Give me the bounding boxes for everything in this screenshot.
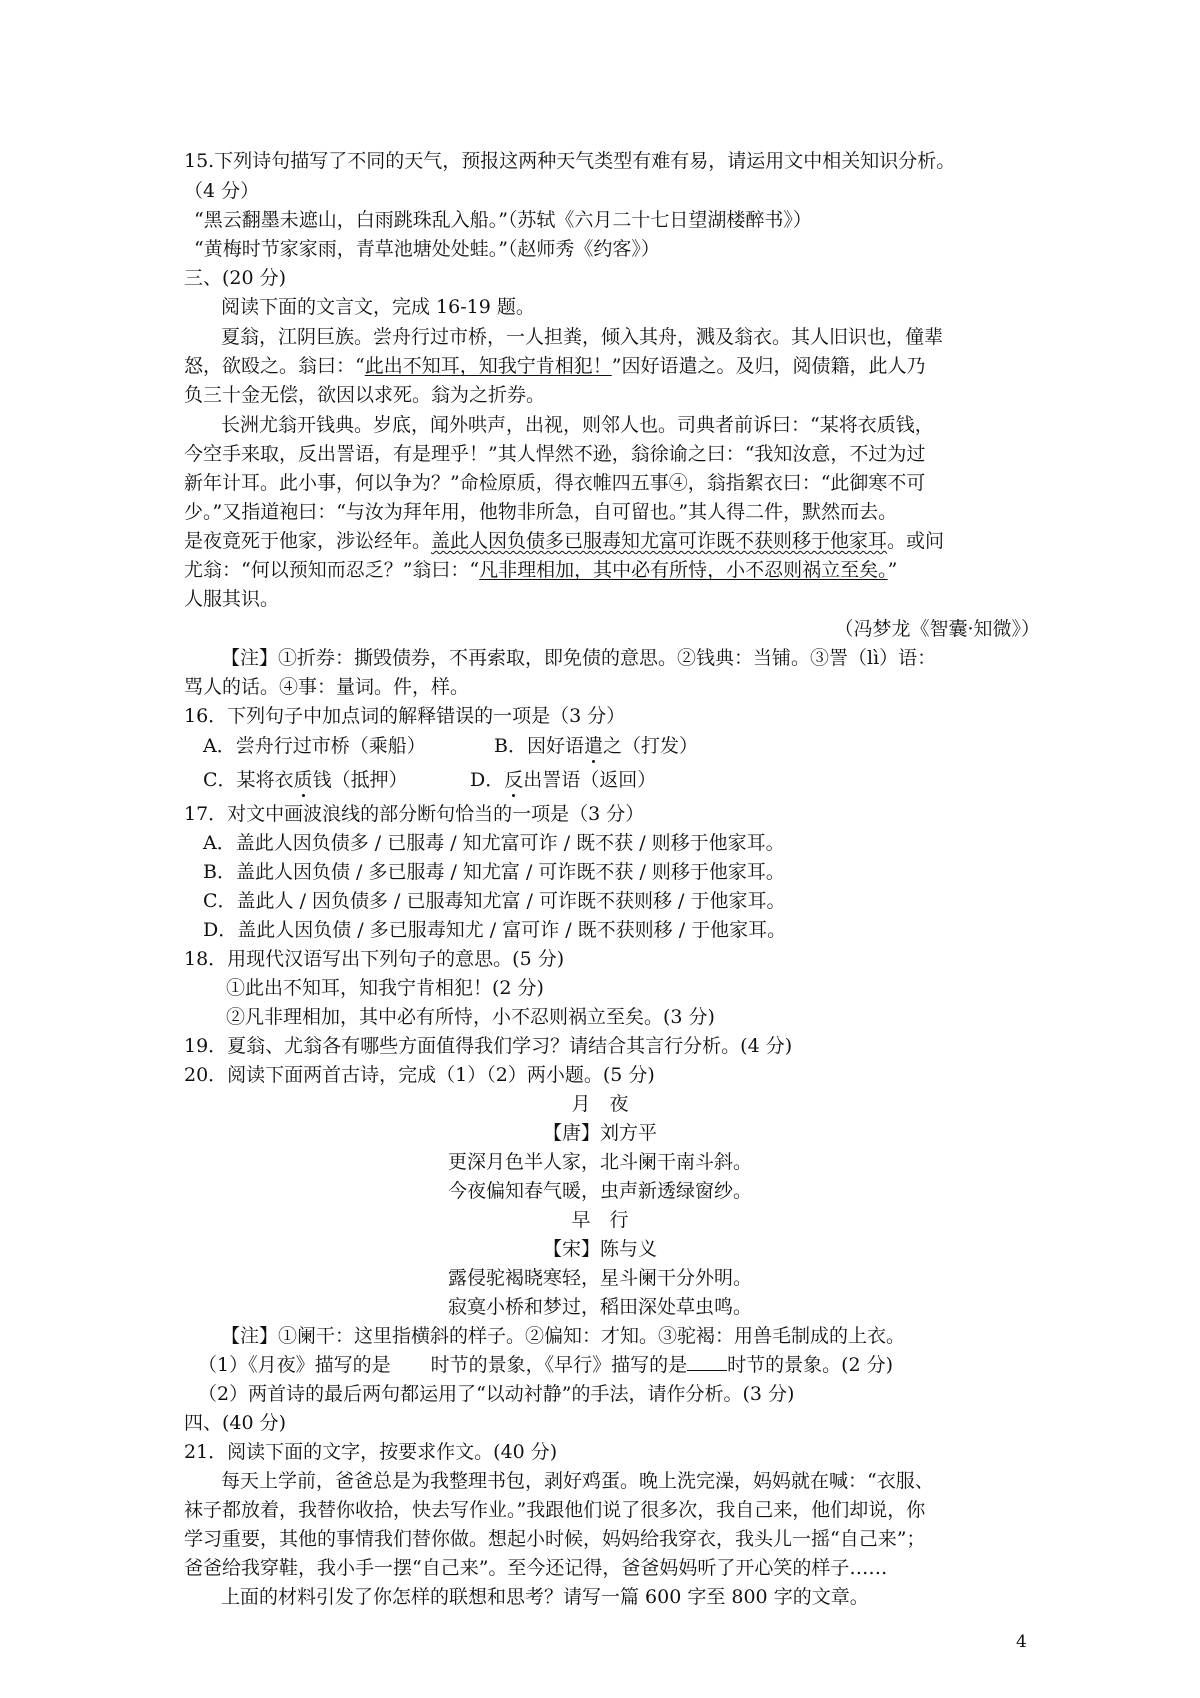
q16-option-d: D．反出詈语（返回）: [470, 769, 657, 791]
q18-item1: ①此出不知耳，知我宁肯相犯！(2 分): [226, 977, 544, 999]
passage-source: （冯梦龙《智囊·知微》）: [834, 618, 1040, 640]
page-number: 4: [1016, 1632, 1027, 1652]
passage-p1-line1: 夏翁，江阴巨族。尝舟行过市桥，一人担粪，倾入其舟，溅及翁衣。其人旧识也，僮辈: [221, 326, 944, 348]
q16-option-c: C．某将衣质钱（抵押）: [203, 769, 408, 791]
underlined-sentence-2: 凡非理相加，其中必有所恃，小不忍则祸立至矣。: [479, 559, 888, 581]
q17-option-d: D．盖此人因负债 / 多已服毒知尤 / 富可诈 / 既不获则移 / 于他家耳。: [203, 919, 787, 941]
q15-line2: （4 分）: [184, 180, 260, 202]
answer-blank-2[interactable]: [687, 1352, 727, 1371]
q15-line1: 15.下列诗句描写了不同的天气，预报这两种天气类型有难有易，请运用文中相关知识分析。: [184, 150, 956, 172]
q21-material-line4: 爸爸给我穿鞋，我小手一摆“自己来”。至今还记得，爸爸妈妈听了开心笑的样子……: [184, 1557, 888, 1579]
section3-instruction: 阅读下面的文言文，完成 16-19 题。: [221, 296, 535, 318]
passage-p1-line3: 负三十金无偿，欲因以求死。翁为之折券。: [184, 384, 546, 406]
poem2-line1: 露侵驼褐晓寒轻，星斗阑干分外明。: [447, 1267, 752, 1289]
poem1-line2: 今夜偏知春气暖，虫声新透绿窗纱。: [447, 1180, 752, 1202]
passage-p2-line1: 长洲尤翁开钱典。岁底，闻外哄声，出视，则邻人也。司典者前诉曰：“某将衣质钱，: [221, 414, 934, 436]
q19-stem: 19．夏翁、尤翁各有哪些方面值得我们学习？请结合其言行分析。(4 分): [184, 1035, 793, 1057]
section3-heading: 三、(20 分): [184, 267, 287, 289]
q20-note: 【注】①阑干：这里指横斜的样子。②偏知：才知。③驼褐：用兽毛制成的上衣。: [221, 1325, 906, 1347]
passage-p2-line2: 今空手来取，反出詈语，有是理乎！”其人悍然不逊，翁徐谕之曰：“我知汝意，不过为过: [184, 443, 926, 465]
wavy-underlined-sentence: 盖此人因负债多已服毒知尤富可诈既不获则移于他家耳: [431, 530, 888, 552]
q15-poem2: “黄梅时节家家雨，青草池塘处处蛙。”（赵师秀《约客》）: [194, 238, 660, 260]
q16-option-b: B．因好语遣之（打发）: [494, 735, 698, 757]
passage-p2-line3: 新年计耳。此小事，何以争为？”命检原质，得衣帷四五事④，翁指絮衣曰：“此御寒不可: [184, 472, 926, 494]
dotted-char-b: 遣: [583, 735, 603, 757]
poem1-title: 月 夜: [571, 1093, 629, 1115]
q20-sub1: （1）《月夜》描写的是 时节的景象，《早行》描写的是 时节的景象。(2 分): [198, 1354, 894, 1376]
q21-material-line2: 袜子都放着，我替你收拾，快去写作业。”我跟他们说了很多次，我自己来，他们却说，你: [184, 1499, 926, 1521]
underlined-sentence-1: 此出不知耳，知我宁肯相犯！: [364, 355, 612, 377]
dotted-char-c: 质: [293, 769, 313, 791]
passage-p1-line2: 怒，欲殴之。翁曰：“此出不知耳，知我宁肯相犯！”因好语遣之。及归，阅债籍，此人乃: [184, 355, 926, 377]
q21-requirement: 上面的材料引发了你怎样的联想和思考？请写一篇 600 字至 800 字的文章。: [221, 1586, 869, 1608]
q18-stem: 18．用现代汉语写出下列句子的意思。(5 分): [184, 948, 565, 970]
passage-note-line2: 骂人的话。④事：量词。件，样。: [184, 676, 470, 698]
q16-option-a: A．尝舟行过市桥（乘船）: [203, 735, 426, 757]
q21-material-line3: 学习重要，其他的事情我们替你做。想起小时候，妈妈给我穿衣，我头儿一摇“自己来”；: [184, 1528, 926, 1550]
poem1-line1: 更深月色半人家，北斗阑干南斗斜。: [447, 1151, 752, 1173]
q21-stem: 21．阅读下面的文字，按要求作文。(40 分): [184, 1441, 558, 1463]
q17-option-c: C．盖此人 / 因负债多 / 已服毒知尤富 / 可诈既不获则移 / 于他家耳。: [203, 890, 786, 912]
passage-note-line1: 【注】①折券：撕毁债券，不再索取，即免债的意思。②钱典：当铺。③詈（lì）语：: [221, 647, 937, 669]
poem2-line2: 寂寞小桥和梦过，稻田深处草虫鸣。: [447, 1296, 752, 1318]
passage-p2-line5: 是夜竟死于他家，涉讼经年。盖此人因负债多已服毒知尤富可诈既不获则移于他家耳。或问: [184, 530, 945, 552]
poem2-author: 【宋】陈与义: [542, 1238, 657, 1260]
q17-option-b: B．盖此人因负债 / 多已服毒 / 知尤富 / 可诈既不获 / 则移于他家耳。: [203, 861, 785, 883]
q16-stem: 16．下列句子中加点词的解释错误的一项是（3 分）: [184, 705, 626, 727]
q21-material-line1: 每天上学前，爸爸总是为我整理书包，剥好鸡蛋。晚上洗完澡，妈妈就在喊：“衣服、: [221, 1470, 934, 1492]
answer-blank-1[interactable]: [391, 1353, 431, 1371]
q20-sub2: （2）两首诗的最后两句都运用了“以动衬静”的手法，请作分析。(3 分): [198, 1383, 795, 1405]
q18-item2: ②凡非理相加，其中必有所恃，小不忍则祸立至矣。(3 分): [226, 1006, 715, 1028]
passage-p2-line6: 尤翁：“何以预知而忍乏？”翁曰：“凡非理相加，其中必有所恃，小不忍则祸立至矣。”: [184, 559, 898, 581]
dotted-char-d: 反: [504, 769, 524, 791]
q17-option-a: A．盖此人因负债多 / 已服毒 / 知尤富可诈 / 既不获 / 则移于他家耳。: [203, 832, 785, 854]
q20-stem: 20．阅读下面两首古诗，完成（1）（2）两小题。(5 分): [184, 1064, 655, 1086]
passage-p2-line7: 人服其识。: [184, 588, 280, 610]
poem1-author: 【唐】刘方平: [542, 1122, 657, 1144]
passage-p2-line4: 少。”又指道袍曰：“与汝为拜年用，他物非所急，自可留也。”其人得二件，默然而去。: [184, 501, 898, 523]
section4-heading: 四、(40 分): [184, 1412, 287, 1434]
poem2-title: 早 行: [571, 1209, 629, 1231]
q15-poem1: “黑云翻墨未遮山，白雨跳珠乱入船。”（苏轼《六月二十七日望湖楼醉书》）: [194, 209, 812, 231]
q17-stem: 17．对文中画波浪线的部分断句恰当的一项是（3 分）: [184, 803, 645, 825]
